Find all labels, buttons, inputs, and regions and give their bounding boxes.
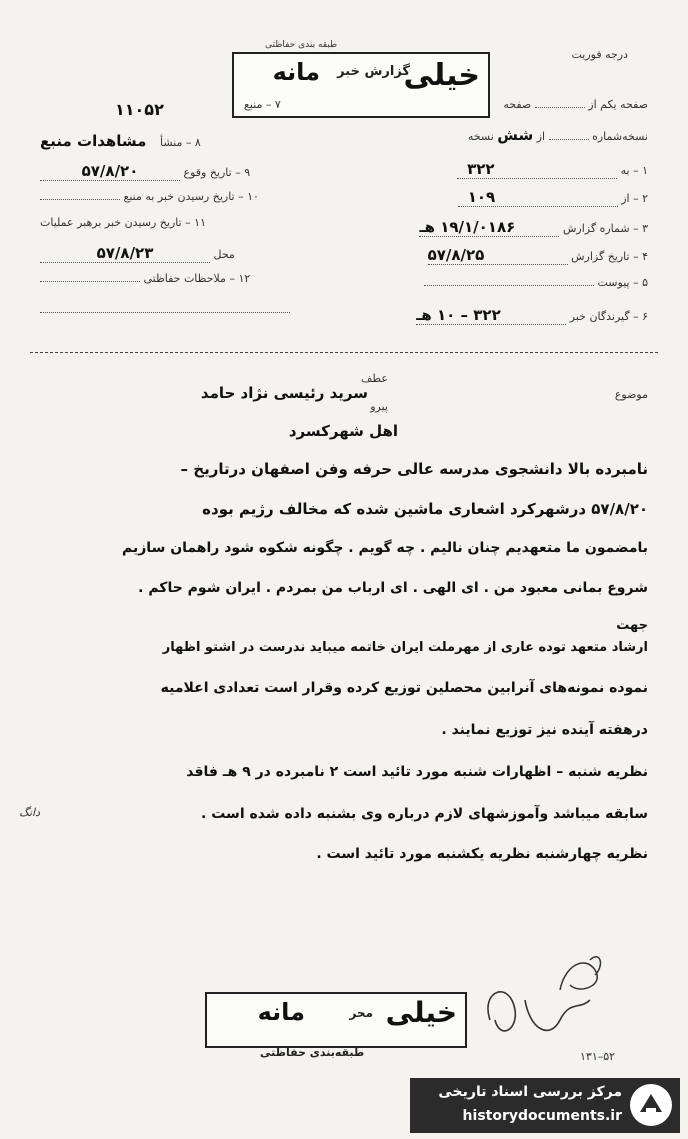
watermark-title: مرکز بررسی اسناد تاریخی: [438, 1084, 622, 1100]
notes-dotted-line: [40, 312, 290, 313]
row-from-label: ۲ – از: [621, 192, 648, 205]
row-security-notes-label: ۱۲ – ملاحظات حفاظتی: [143, 272, 251, 285]
row-attachment-label: ۵ – پیوست: [597, 276, 648, 289]
stamp-top-main: خیلی: [403, 58, 480, 93]
row-report-number-label: ۳ – شماره گزارش: [562, 222, 648, 235]
body-line: بامضمون ما متعهدیم چنان نالیم . چه گویم . چگونه شکوه شود راهمان سازیم: [122, 540, 648, 556]
row-occurrence-date-label: ۹ – تاریخ وقوع: [183, 166, 251, 179]
subject-line-2: اهل شهرکسرد: [288, 422, 398, 440]
margin-note: دانگ: [19, 806, 40, 819]
row-from-value: ۱۰۹: [467, 188, 496, 206]
copy-of-label: از: [536, 130, 546, 143]
document-number: ۱۱۰۵۲: [115, 100, 164, 119]
row-report-date: [428, 246, 648, 265]
body-line: نموده نمونه‌های آنرابین محصلین توزیع کرده وقرار است تعدادی اعلامیه: [160, 680, 648, 696]
page-line: [503, 98, 648, 111]
stamp-top-caption: طبقه بندی حفاظتی: [265, 40, 338, 50]
row-security-notes: [40, 272, 250, 285]
body-line: درهفته آینده نیز توزیع نمایند .: [441, 722, 648, 738]
body-line: ۵۷/۸/۲۰ درشهرکرد اشعاری ماشین شده که مخالف رژیم بوده: [202, 500, 648, 518]
row-recipients-label: ۶ – گیرندگان خبر: [569, 310, 648, 323]
copy-line: [468, 126, 648, 144]
watermark-url: historydocuments.ir: [462, 1108, 622, 1124]
body-line: ارشاد متعهد توده عاری از مهرملت ایران خاتمه میباید ندرست در اشتو اظهار: [162, 640, 648, 655]
body-line: جهت: [616, 618, 648, 633]
row-location-label: محل: [213, 248, 235, 261]
archive-logo-icon: [628, 1082, 674, 1128]
stamp-bottom-caption: طبقه‌بندی حفاظتی: [260, 1046, 365, 1059]
row-occurrence-date: [40, 162, 250, 181]
footer-code: ۵۲–۱۳۱: [580, 1050, 616, 1063]
reference-atf-label: عطف: [361, 372, 388, 385]
stamp-top-source: ۷ – منبع: [244, 98, 281, 111]
row-attachment: [424, 276, 648, 289]
stamp-bottom-main: خیلی: [385, 996, 457, 1029]
body-line: نظریه شنبه – اظهارات شنبه مورد تائید است ۲ نامبرده در ۹ هـ فاقد: [186, 764, 648, 780]
row-received-source-label: ۱۰ – تاریخ رسیدن خبر به منبع: [123, 190, 259, 203]
stamp-top-suffix: مانه: [272, 58, 320, 86]
row-report-date-value: ۵۷/۸/۲۵: [427, 246, 485, 264]
body-line: شروع بمانی معبود من . ای الهی . ای ارباب من بمردم . ایران شوم حاکم .: [138, 580, 648, 596]
watermark-banner: [410, 1078, 680, 1133]
signature-large: [470, 980, 600, 1050]
row-occurrence-date-value: ۵۷/۸/۲۰: [81, 162, 139, 180]
body-line: نامبرده بالا دانشجوی مدرسه عالی حرفه وفن اصفهان درتاریخ –: [180, 460, 648, 478]
priority-label: درجه فوریت: [571, 48, 628, 61]
row-recipients-value: ۳۲۲ – ۱۰ هـ: [416, 306, 501, 324]
row-origin-value: مشاهدات منبع: [40, 132, 147, 150]
header-divider: [30, 352, 658, 353]
row-origin-label: ۸ – منشأ: [159, 136, 201, 149]
row-to: [457, 160, 648, 179]
copy-number-label: نسخه‌شماره: [592, 130, 648, 143]
copy-label: نسخه: [467, 130, 494, 143]
top-classification-stamp: [232, 52, 490, 118]
row-to-label: ۱ – به: [620, 164, 648, 177]
subject-label: موضوع: [614, 388, 648, 401]
page-label: صفحه: [503, 98, 532, 111]
row-recipients: [416, 306, 648, 325]
stamp-bottom-suffix: مانه: [257, 998, 305, 1026]
stamp-top-overlay: گزارش خبر: [337, 64, 410, 79]
row-location: [40, 244, 235, 263]
subject-line-1: سرید رئیسی نژاد حامد: [200, 384, 368, 402]
body-line: سابقه میباشد وآموزشهای لازم درباره وی بشنبه داده شده است .: [201, 806, 648, 822]
body-line: نظریه چهارشنبه نظریه یکشنبه مورد تائید است .: [316, 846, 648, 862]
stamp-bottom-overlay: محر: [349, 1006, 373, 1020]
row-from: [458, 188, 648, 207]
bottom-classification-stamp: [205, 992, 467, 1048]
page-of-label: صفحه یکم از: [588, 98, 648, 111]
row-report-number: [419, 218, 648, 237]
copy-total-value: شش: [497, 126, 534, 144]
row-location-value: ۵۷/۸/۲۳: [96, 244, 154, 262]
row-received-ops-label: ۱۱ – تاریخ رسیدن خبر برهبر عملیات: [40, 216, 206, 229]
row-received-source: [40, 190, 259, 203]
row-report-date-label: ۴ – تاریخ گزارش: [571, 250, 648, 263]
row-received-ops: [40, 216, 206, 229]
row-origin: [40, 132, 201, 150]
row-report-number-value: ۱۹/۱/۰۱۸۶ هـ: [419, 218, 516, 236]
reference-peyro-label: پیرو: [370, 400, 388, 413]
row-to-value: ۳۲۲: [467, 160, 495, 178]
